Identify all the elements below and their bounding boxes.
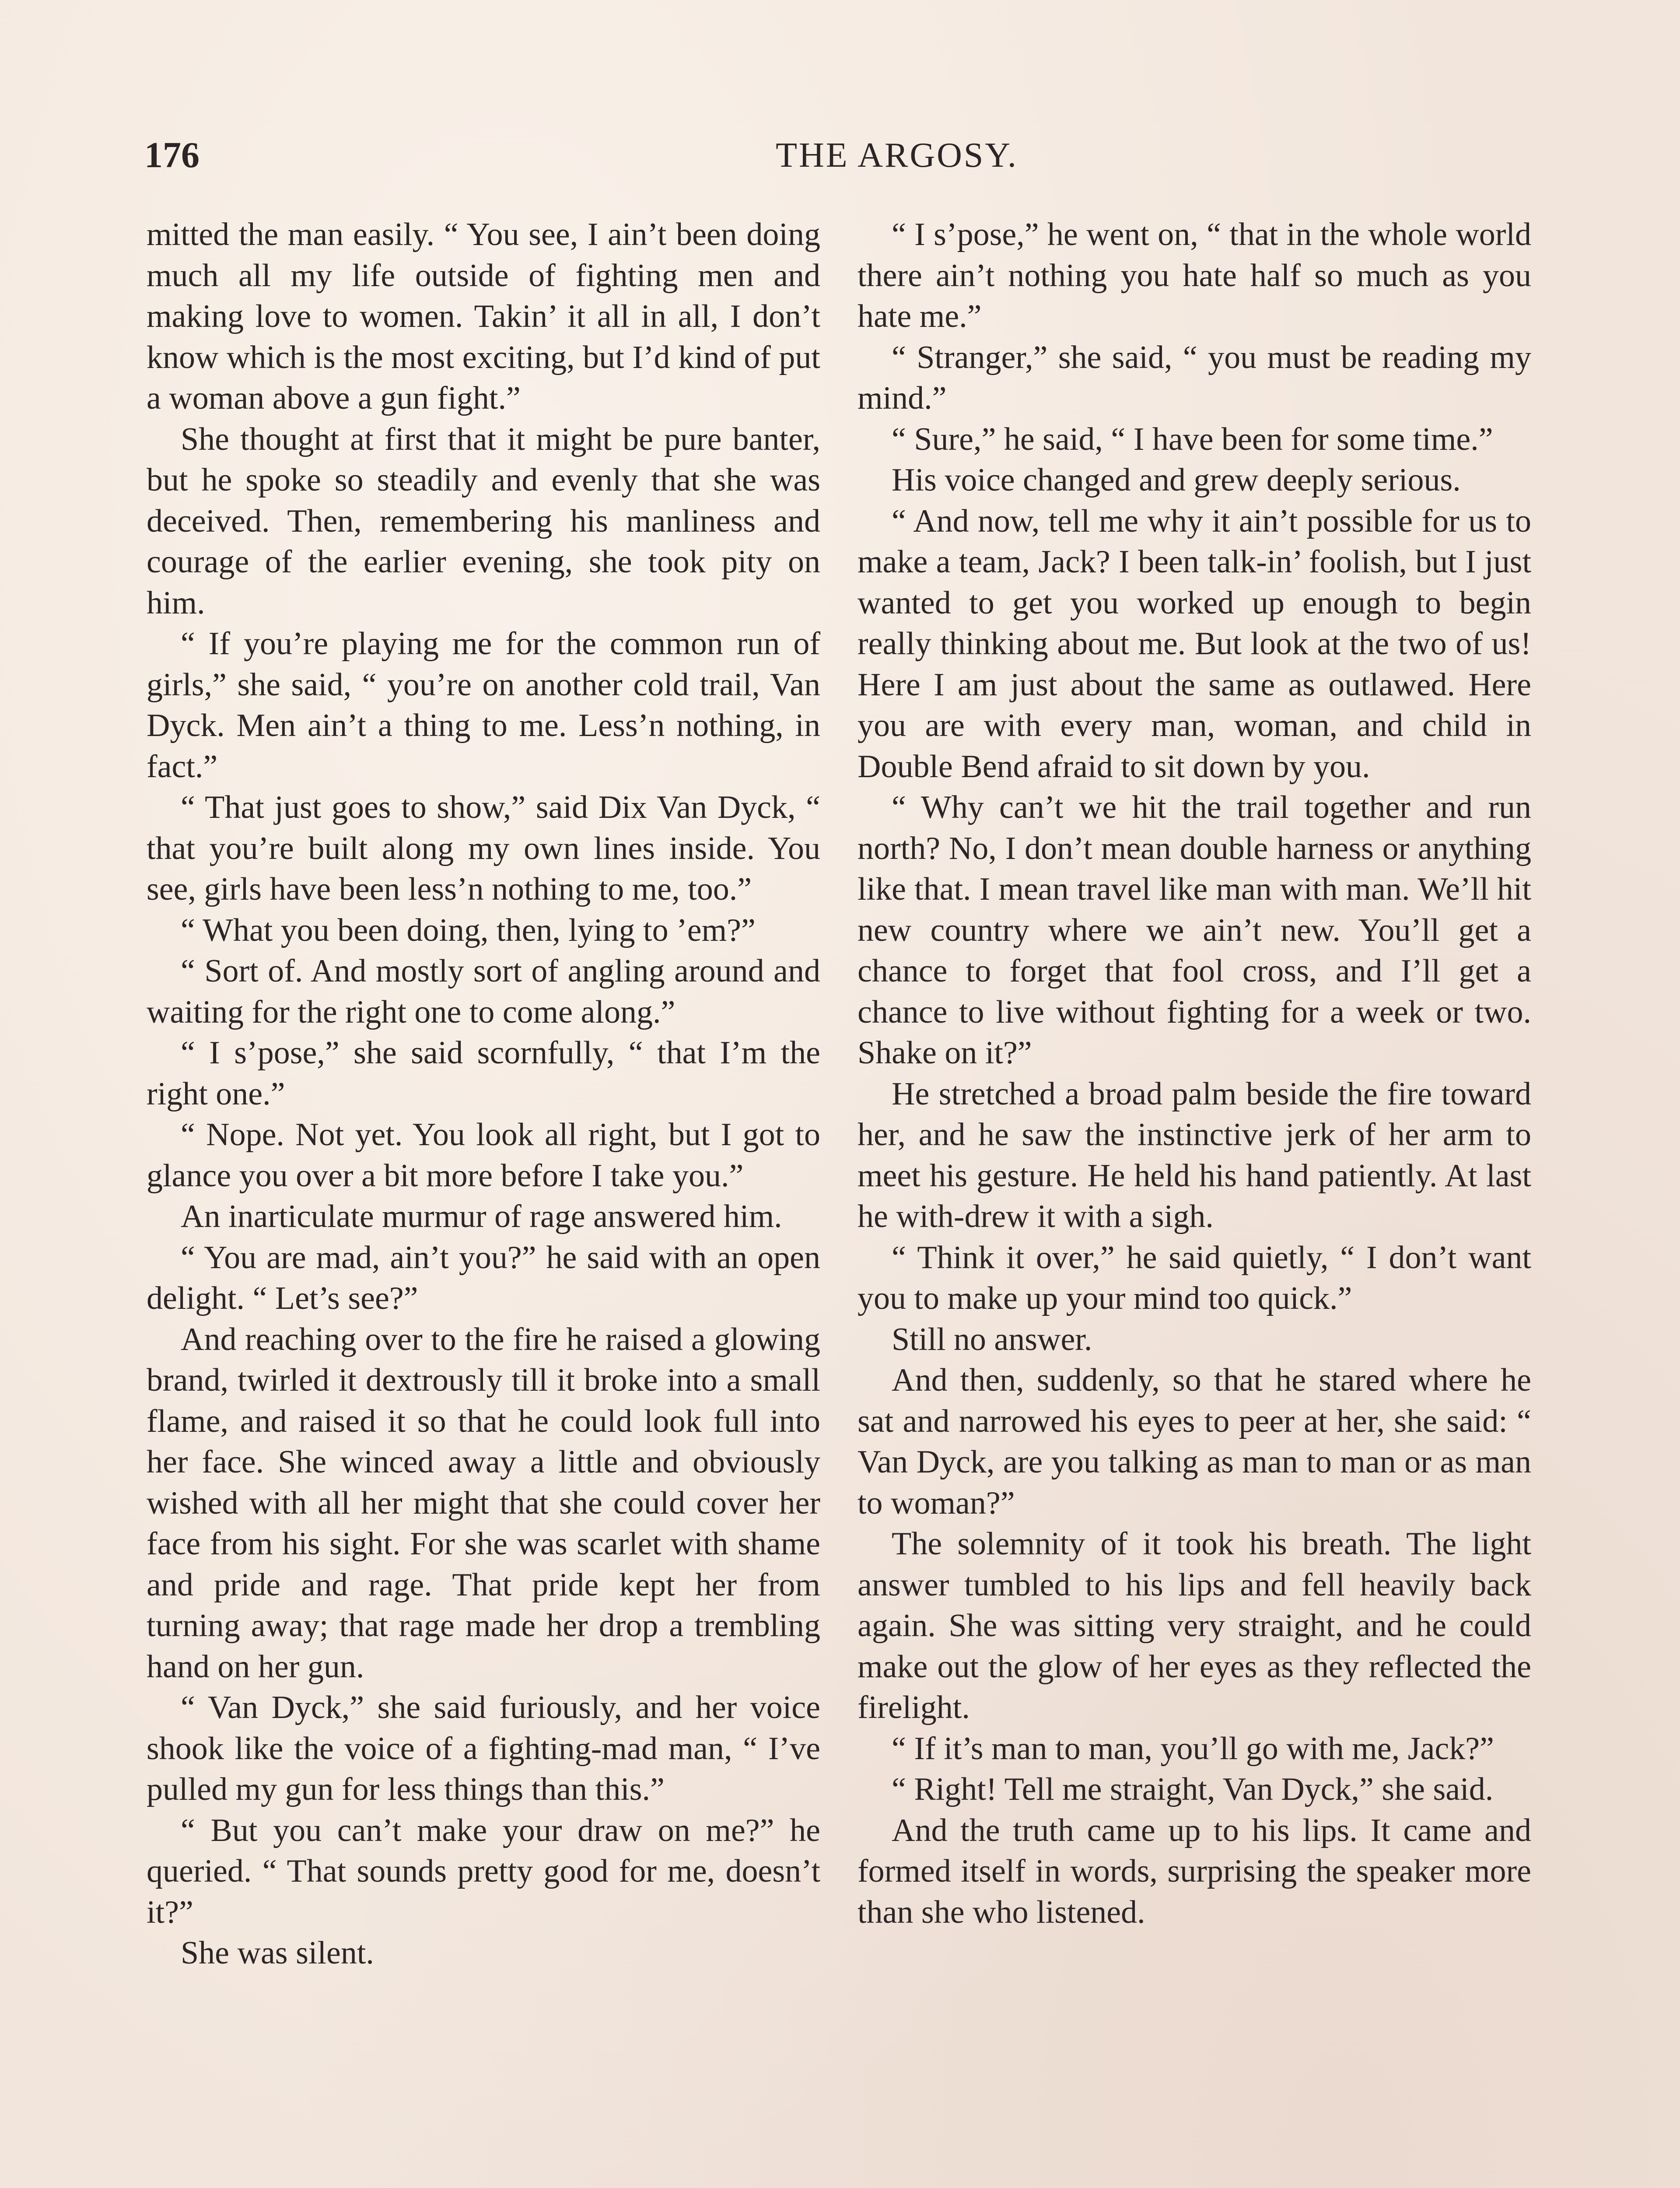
paragraph: “ Stranger,” she said, “ you must be reading my mind.” xyxy=(858,339,1531,416)
right-column xyxy=(858,214,1531,1933)
paragraph: His voice changed and grew deeply serious. xyxy=(892,462,1461,498)
paragraph: “ I s’pose,” he went on, “ that in the whole world there ain’t nothing you hate half so much as you hate me.” xyxy=(858,217,1531,334)
paragraph: An inarticulate murmur of rage answered him. xyxy=(181,1199,782,1234)
paragraph: The solemnity of it took his breath. The light answer tumbled to his lips and fell heavily back again. She was sitting very straight, and he could make out the glow of her eyes as they reflected the firelight. xyxy=(858,1526,1531,1725)
page-header xyxy=(144,131,1536,179)
paragraph: And then, suddenly, so that he stared where he sat and narrowed his eyes to peer at her, she said: “ Van Dyck, are you talking as man to man or as man to woman?” xyxy=(858,1362,1531,1521)
paragraph: “ And now, tell me why it ain’t possible for us to make a team, Jack? I been talk-in’ foolish, but I just wanted to get you worked up enough to begin really thinking about me. But look at the two of us! Here I am just about the same as outlawed. Here you are with every man, woman, and child in Double Bend afraid to sit down by you. xyxy=(858,503,1531,785)
paragraph: “ Sort of. And mostly sort of angling around and waiting for the right one to come along.” xyxy=(147,953,820,1030)
paragraph: Still no answer. xyxy=(892,1321,1092,1357)
paragraph: “ Think it over,” he said quietly, “ I don’t want you to make up your mind too quick.” xyxy=(858,1239,1531,1316)
paragraph: And the truth came up to his lips. It came and formed itself in words, surprising the speaker more than she who listened. xyxy=(858,1812,1531,1930)
paragraph: “ If you’re playing me for the common run of girls,” she said, “ you’re on another cold trail, Van Dyck. Men ain’t a thing to me. Less’n nothing, in fact.” xyxy=(147,626,820,785)
paragraph: “ Sure,” he said, “ I have been for some time.” xyxy=(892,421,1493,457)
paragraph: She thought at first that it might be pure banter, but he spoke so steadily and evenly that she was deceived. Then, remembering his manliness and courage of the earlier evening, she took pity on him. xyxy=(147,421,820,621)
paragraph: “ I s’pose,” she said scornfully, “ that I’m the right one.” xyxy=(147,1035,820,1112)
paragraph: mitted the man easily. “ You see, I ain’t been doing much all my life outside of fighting men and making love to women. Takin’ it all in all, I don’t know which is the most exciting, but I’d kind of put a woman above a gun fight.” xyxy=(147,217,820,416)
paragraph: He stretched a broad palm beside the fire toward her, and he saw the instinctive jerk of her arm to meet his gesture. He held his hand patiently. At last he with-drew it with a sigh. xyxy=(858,1076,1531,1234)
paragraph: “ What you been doing, then, lying to ’em?” xyxy=(181,912,756,948)
running-head: THE ARGOSY. xyxy=(776,136,1018,175)
paragraph: “ Van Dyck,” she said furiously, and her voice shook like the voice of a fighting-mad man, “ I’ve pulled my gun for less things than this.” xyxy=(147,1690,820,1807)
paragraph: She was silent. xyxy=(181,1935,374,1971)
page-number: 176 xyxy=(144,135,200,175)
paragraph: “ Why can’t we hit the trail together and run north? No, I don’t mean double harness or anything like that. I mean travel like man with man. We’ll hit new country where we ain’t new. You’ll get a chance to forget that fool cross, and I’ll get a chance to live without fighting for a week or two. Shake on it?” xyxy=(858,789,1531,1071)
paragraph: “ But you can’t make your draw on me?” he queried. “ That sounds pretty good for me, doesn’t it?” xyxy=(147,1812,820,1930)
paragraph: “ If it’s man to man, you’ll go with me, Jack?” xyxy=(892,1730,1494,1767)
paragraph: And reaching over to the fire he raised a glowing brand, twirled it dextrously till it broke into a small flame, and raised it so that he could look full into her face. She winced away a little and obviously wished with all her might that she could cover her face from his sight. For she was scarlet with shame and pride and rage. That pride kept her from turning away; that rage made her drop a trembling hand on her gun. xyxy=(147,1321,820,1685)
left-column xyxy=(147,214,820,1974)
paragraph: “ Right! Tell me straight, Van Dyck,” she said. xyxy=(892,1771,1494,1807)
paragraph: “ That just goes to show,” said Dix Van Dyck, “ that you’re built along my own lines inside. You see, girls have been less’n nothing to me, too.” xyxy=(147,789,820,907)
paragraph: “ Nope. Not yet. You look all right, but I got to glance you over a bit more before I take you.” xyxy=(147,1117,820,1194)
paragraph: “ You are mad, ain’t you?” he said with an open delight. “ Let’s see?” xyxy=(147,1239,820,1316)
